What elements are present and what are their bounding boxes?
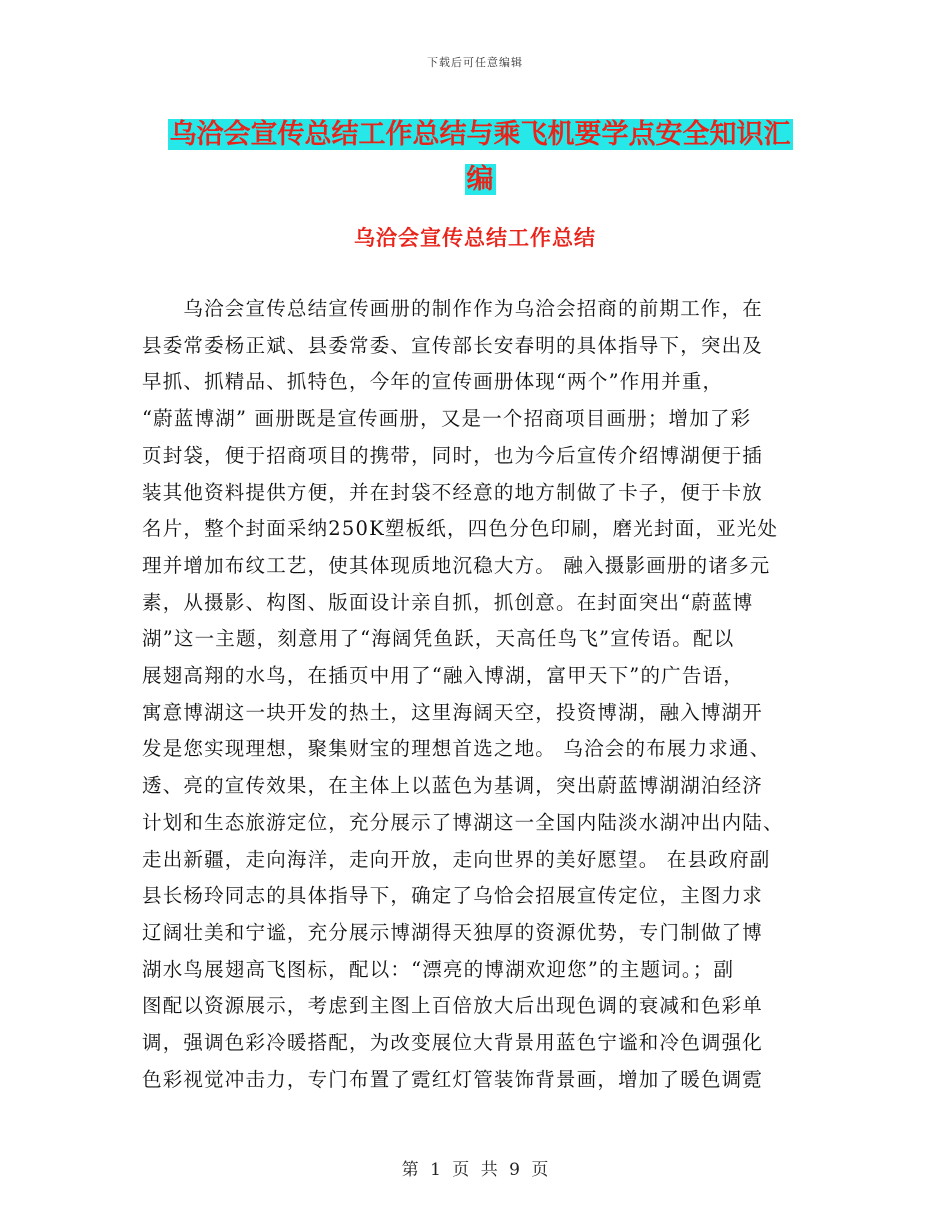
body-line: “蔚蓝博湖” 画册既是宣传画册，又是一个招商项目画册；增加了彩 bbox=[142, 407, 752, 431]
body-line: 乌洽会宣传总结宣传画册的制作作为乌洽会招商的前期工作，在 bbox=[142, 297, 764, 320]
body-line: 湖”这一主题，刻意用了“海阔凭鱼跃，天高任鸟飞”宣传语。配以 bbox=[142, 627, 735, 651]
body-line: 寓意博湖这一块开发的热土，这里海阔天空，投资博湖，融入博湖开 bbox=[142, 700, 764, 724]
document-title-line-1: 乌洽会宣传总结工作总结与乘飞机要学点安全知识汇 bbox=[169, 119, 791, 150]
body-line: 展翅高翔的水鸟，在插页中用了“融入博湖，富甲天下”的广告语， bbox=[142, 664, 744, 688]
body-line: 计划和生态旅游定位，充分展示了博湖这一全国内陆淡水湖冲出内陆、 bbox=[142, 810, 784, 834]
body-line: 透、亮的宣传效果，在主体上以蓝色为基调，突出蔚蓝博湖湖泊经济 bbox=[142, 774, 764, 798]
body-text bbox=[142, 291, 804, 1098]
body-line: 县长杨玲同志的具体指导下，确定了乌恰会招展宣传定位，主图力求 bbox=[142, 884, 764, 908]
body-line: 县委常委杨正斌、县委常委、宣传部长安春明的具体指导下，突出及 bbox=[142, 333, 764, 357]
section-title: 乌洽会宣传总结工作总结 bbox=[354, 225, 596, 250]
body-line: 理并增加布纹工艺，使其体现质地沉稳大方。 融入摄影画册的诸多元 bbox=[142, 553, 771, 577]
header-note: 下载后可任意编辑 bbox=[427, 56, 523, 69]
body-line: 图配以资源展示，考虑到主图上百倍放大后出现色调的衰减和色彩单 bbox=[142, 994, 764, 1018]
body-line: 发是您实现理想，聚集财宝的理想首选之地。 乌洽会的布展力求通、 bbox=[142, 737, 771, 761]
body-line: 素，从摄影、构图、版面设计亲自抓，抓创意。在封面突出“蔚蓝博 bbox=[142, 590, 754, 614]
page-number: 第 1 页 共 9 页 bbox=[401, 1160, 549, 1180]
document-title-line-2: 编 bbox=[466, 164, 494, 195]
document-title bbox=[150, 112, 810, 202]
body-line: 装其他资料提供方便，并在封袋不经意的地方制做了卡子，便于卡放 bbox=[142, 480, 764, 504]
body-line: 湖水鸟展翅高飞图标，配以：“漂亮的博湖欢迎您”的主题词。；副 bbox=[142, 957, 735, 981]
body-line: 页封袋，便于招商项目的携带，同时，也为今后宣传介绍博湖便于插 bbox=[142, 443, 764, 467]
body-line: 辽阔壮美和宁谧，充分展示博湖得天独厚的资源优势，专门制做了博 bbox=[142, 920, 764, 944]
body-line: 走出新疆，走向海洋，走向开放，走向世界的美好愿望。 在县政府副 bbox=[142, 847, 771, 871]
body-line: 色彩视觉冲击力，专门布置了霓红灯管装饰背景画，增加了暖色调霓 bbox=[142, 1067, 764, 1091]
body-line: 调，强调色彩冷暖搭配，为改变展位大背景用蓝色宁谧和冷色调强化 bbox=[142, 1031, 764, 1055]
body-line: 名片，整个封面采纳250K塑板纸，四色分色印刷，磨光封面，亚光处 bbox=[142, 517, 779, 541]
body-line: 早抓、抓精品、抓特色，今年的宣传画册体现“两个”作用并重， bbox=[142, 370, 724, 394]
